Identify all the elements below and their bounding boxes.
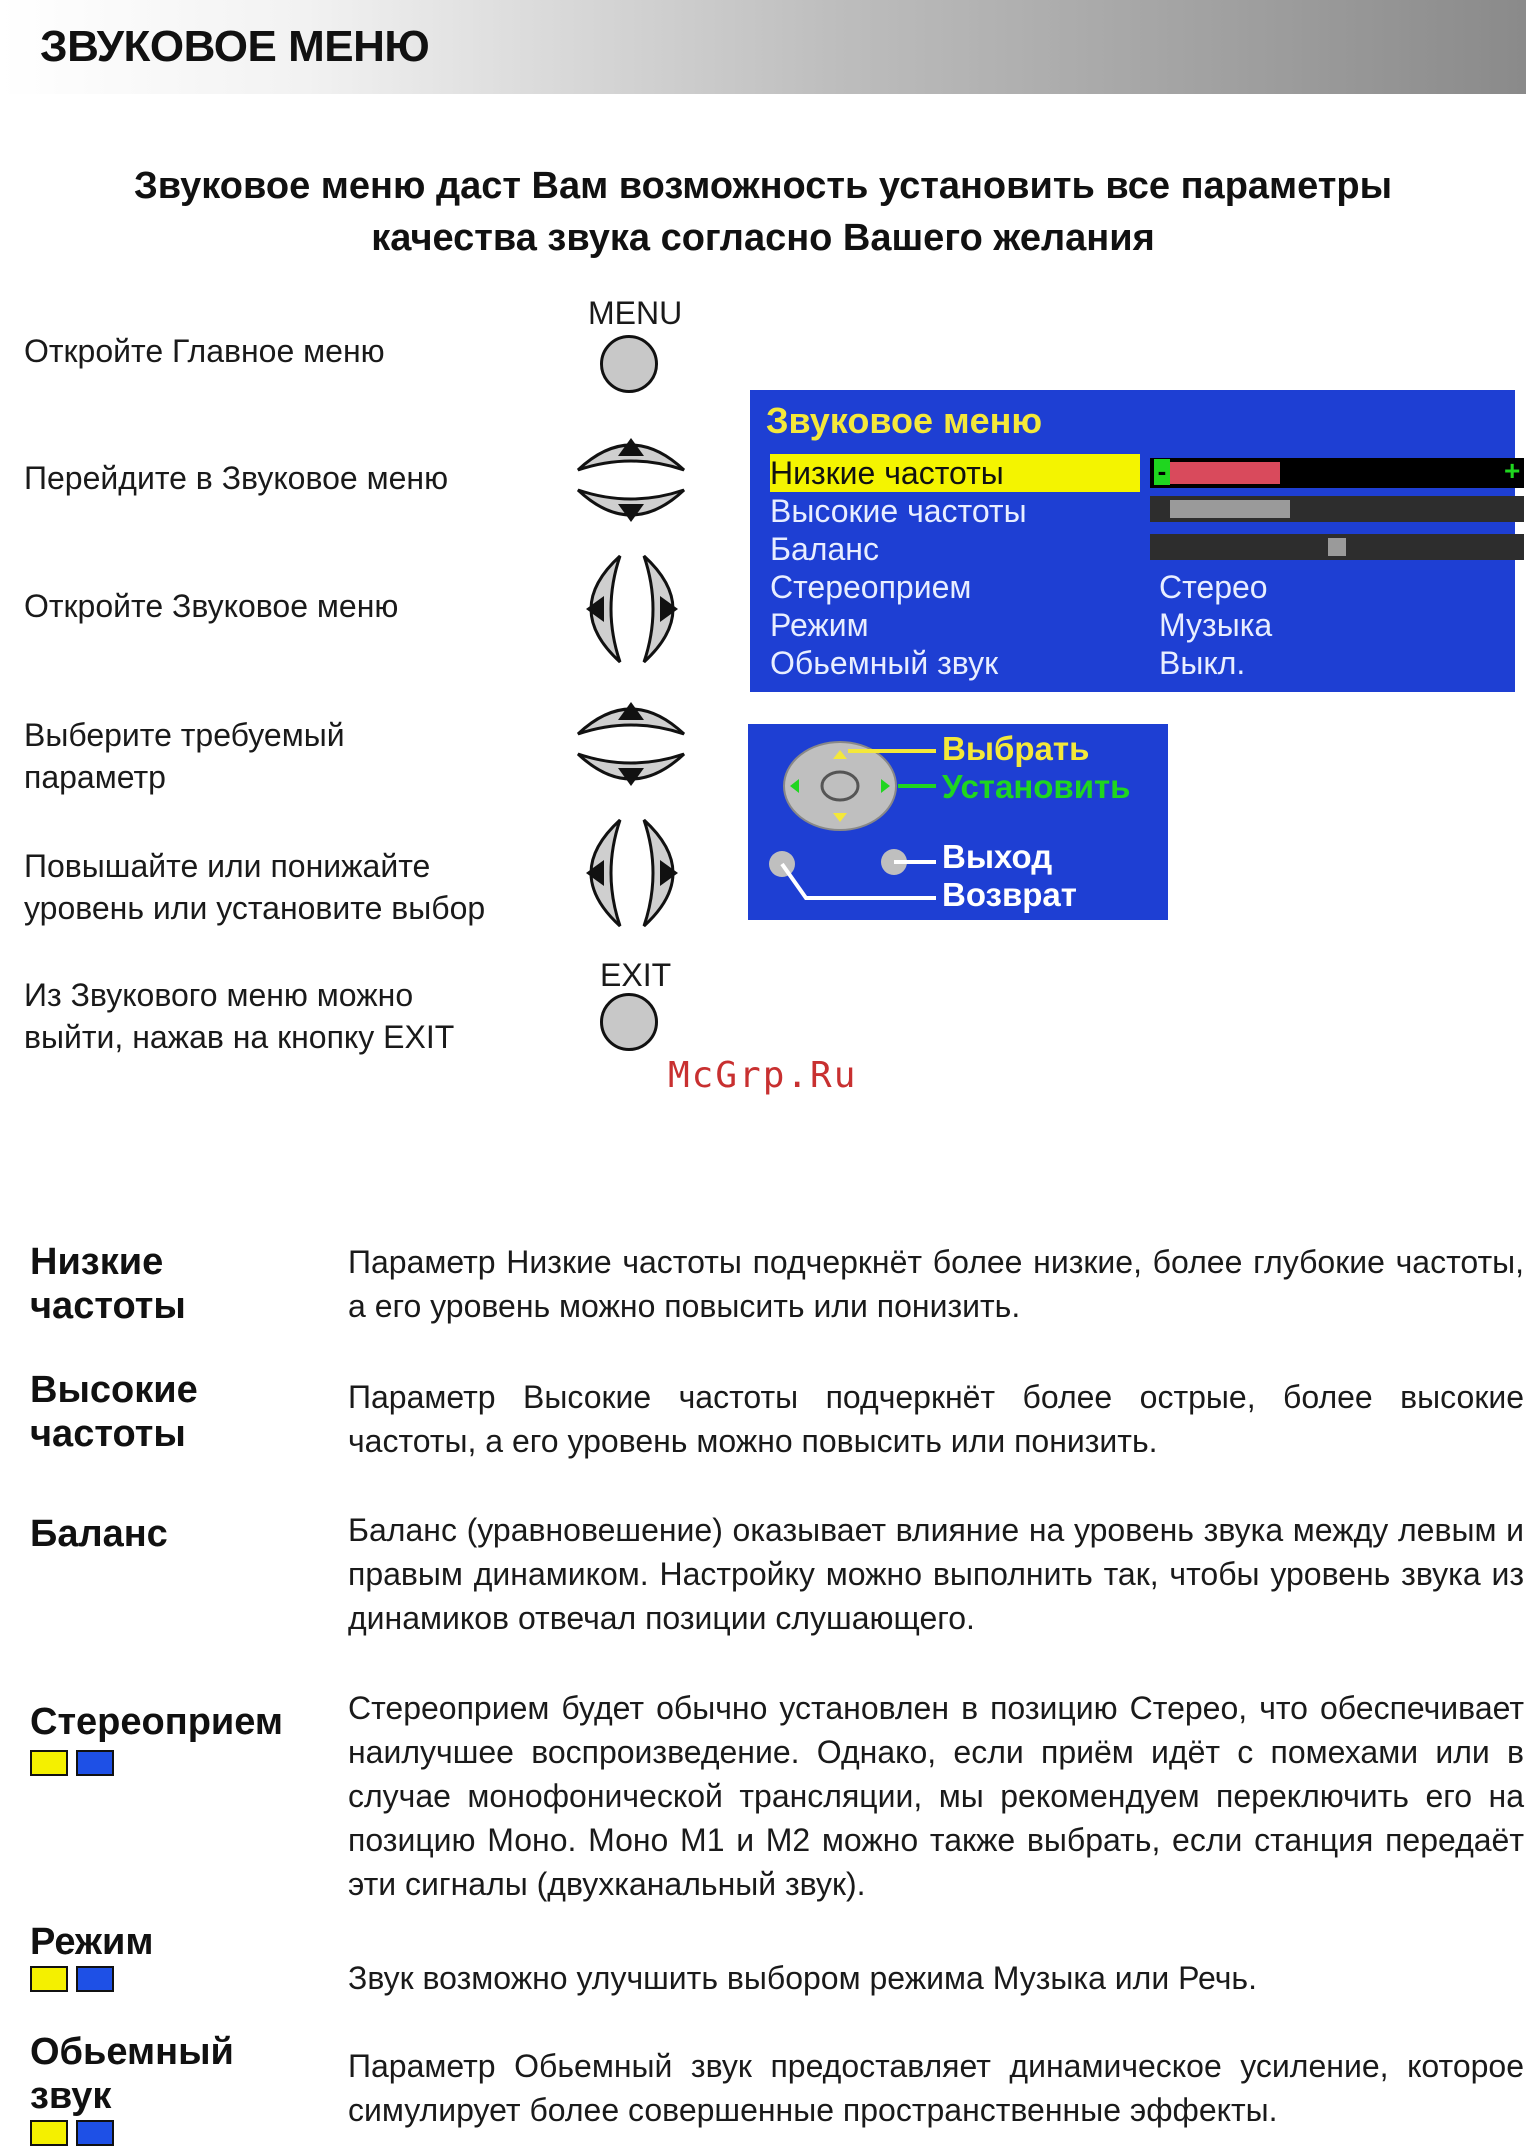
exit-button-label: EXIT	[600, 957, 672, 993]
step-line: Повышайте или понижайте	[24, 848, 431, 884]
menu-row-treble[interactable]	[766, 492, 1506, 530]
menu-row-stereo[interactable]	[766, 568, 1506, 606]
menu-item-mode: Режим	[770, 607, 869, 643]
up-down-buttons-2	[574, 688, 688, 800]
step-line: параметр	[24, 759, 166, 795]
desc-balance: Баланс (уравновешение) оказывает влияние на уровень звука между левым и правым динамиком. Настройку можно выполнить так, чтобы уровень звука из динамиков отвечал позиции слушающего.	[348, 1512, 1524, 1636]
term-balance: Баланс	[30, 1513, 168, 1555]
treble-level-bar[interactable]	[1150, 496, 1524, 522]
legend-exit: Выход	[942, 838, 1053, 875]
blue-key-icon	[76, 1750, 114, 1776]
desc-surround: Параметр Обьемный звук предоставляет динамическое усиление, которое симулирует более совершенные пространственные эффекты.	[348, 2048, 1524, 2128]
term-line: частоты	[30, 1285, 186, 1327]
desc-stereo: Стереоприем будет обычно установлен в позицию Стерео, что обеспечивает наилучшее воспроизведение. Однако, если приём идёт с помехами или в случае монофонической трансляции, мы рекомендуем переключить его на позицию Моно. Моно М1 и М2 можно также выбрать, если станция передаёт эти сигналы (двухканальный звук).	[348, 1690, 1524, 1902]
term-swatches	[30, 2120, 234, 2146]
term-swatches	[30, 1750, 283, 1776]
step-adjust-level	[24, 845, 485, 929]
page-title: ЗВУКОВОЕ МЕНЮ	[40, 22, 430, 71]
step-line: Выберите требуемый	[24, 717, 345, 753]
desc-treble: Параметр Высокие частоты подчеркнёт более острые, более высокие частоты, а его уровень можно повысить или понизить.	[348, 1379, 1524, 1459]
term-treble	[30, 1368, 198, 1456]
step-line: Из Звукового меню можно	[24, 977, 414, 1013]
desc-mode: Звук возможно улучшить выбором режима Музыка или Речь.	[348, 1960, 1257, 1996]
menu-row-balance[interactable]	[766, 530, 1506, 568]
term-line: Обьемный	[30, 2031, 234, 2073]
step-line: выйти, нажав на кнопку EXIT	[24, 1019, 455, 1055]
tv-menu-title: Звуковое меню	[766, 400, 1043, 441]
menu-item-balance: Баланс	[770, 531, 879, 567]
legend-set: Установить	[942, 768, 1131, 805]
bass-level-fill	[1170, 462, 1280, 484]
up-down-buttons-1	[574, 424, 688, 536]
menu-row-surround[interactable]	[766, 644, 1506, 682]
watermark: McGrp.Ru	[668, 1055, 858, 1096]
stereo-value: Стерео	[1159, 569, 1268, 605]
blue-key-icon	[76, 1966, 114, 1992]
menu-item-treble: Высокие частоты	[770, 493, 1027, 529]
menu-item-surround: Обьемный звук	[770, 645, 999, 681]
step-exit-menu	[24, 974, 454, 1058]
term-surround	[30, 2030, 234, 2146]
menu-item-stereo: Стереоприем	[770, 569, 972, 605]
term-mode	[30, 1920, 153, 1992]
menu-button-label: MENU	[588, 295, 683, 331]
step-line: уровень или установите выбор	[24, 890, 486, 926]
term-line: Низкие	[30, 1241, 164, 1283]
yellow-key-icon	[30, 1966, 68, 1992]
term-swatches	[30, 1966, 153, 1992]
left-right-buttons-1	[572, 552, 692, 666]
desc-bass: Параметр Низкие частоты подчеркнёт более низкие, более глубокие частоты, а его уровень можно повысить или понизить.	[348, 1244, 1524, 1324]
step-open-sound-menu: Откройте Звуковое меню	[24, 588, 399, 624]
page-subtitle	[0, 160, 1526, 264]
term-line: Стереоприем	[30, 1701, 284, 1743]
left-right-buttons-2	[572, 816, 692, 930]
term-bass	[30, 1240, 186, 1328]
term-line: Высокие	[30, 1369, 198, 1411]
step-select-parameter	[24, 714, 345, 798]
treble-level-fill	[1170, 500, 1290, 518]
menu-button[interactable]	[600, 335, 658, 393]
term-line: частоты	[30, 1413, 186, 1455]
menu-item-bass: Низкие частоты	[770, 454, 1140, 492]
plus-icon: +	[1504, 455, 1521, 486]
menu-row-bass[interactable]	[766, 454, 1521, 492]
exit-button[interactable]	[600, 993, 658, 1051]
legend-select: Выбрать	[942, 730, 1090, 767]
subtitle-line-2: качества звука согласно Вашего желания	[371, 217, 1155, 259]
yellow-key-icon	[30, 2120, 68, 2146]
subtitle-line-1: Звуковое меню даст Вам возможность установить все параметры	[133, 165, 1393, 207]
step-go-sound-menu: Перейдите в Звуковое меню	[24, 460, 449, 496]
term-line: Режим	[30, 1921, 154, 1963]
navigation-legend	[748, 724, 1168, 920]
tv-sound-menu	[750, 390, 1521, 692]
legend-back: Возврат	[942, 876, 1077, 913]
surround-value: Выкл.	[1159, 645, 1246, 681]
balance-knob[interactable]	[1328, 538, 1346, 556]
term-line: звук	[30, 2075, 112, 2117]
balance-bar[interactable]	[1150, 534, 1524, 560]
yellow-key-icon	[30, 1750, 68, 1776]
step-open-main-menu: Откройте Главное меню	[24, 333, 385, 369]
mode-value: Музыка	[1159, 607, 1273, 643]
menu-row-mode[interactable]	[766, 606, 1506, 644]
term-stereo	[30, 1700, 283, 1776]
blue-key-icon	[76, 2120, 114, 2146]
bass-level-bar[interactable]	[1150, 455, 1524, 488]
minus-icon: -	[1154, 459, 1170, 485]
